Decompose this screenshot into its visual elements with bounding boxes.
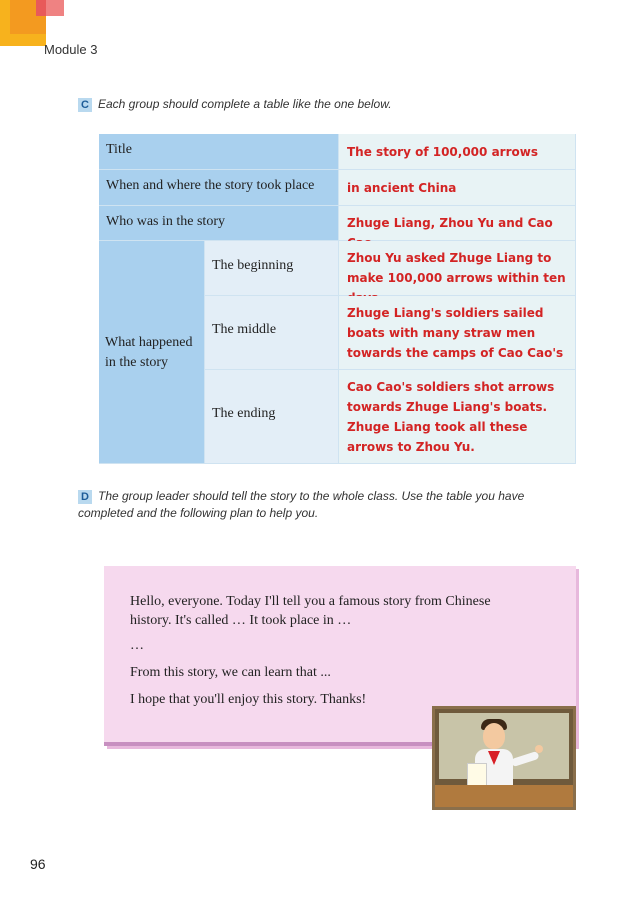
when-value: in ancient China [347,181,457,195]
beginning-value-cell [339,241,576,296]
page-number: 96 [30,856,46,872]
speech-line-5: I hope that you'll enjoy this story. Thanks! [130,692,367,707]
ending-value-cell [339,370,576,464]
corner-decoration [46,0,64,16]
speech-line-3: … [130,638,144,653]
when-value-cell [339,170,576,206]
paper-icon [467,763,487,787]
section-d-text: The group leader should tell the story to the whole class. Use the table you have completed and the following plan to help you. [78,489,525,520]
teacher-illustration [432,706,576,810]
desk [435,785,573,807]
who-label-cell [99,206,339,241]
speech-line-1: Hello, everyone. Today I'll tell you a famous story from Chinese [130,594,491,609]
beginning-value: Zhou Yu asked Zhuge Liang to make 100,000 arrows within ten [347,251,566,285]
title-label: Title [106,142,132,157]
module-label: Module 3 [44,42,98,57]
who-value: Zhuge Liang, Zhou Yu and Cao [347,216,553,230]
story-table [99,134,576,464]
section-c-text: Each group should complete a table like the one below. [98,97,392,111]
who-value-cell [339,206,576,241]
section-c-badge: C [78,98,92,112]
who-label: Who was in the story [106,214,225,229]
beginning-label: The beginning [212,258,294,273]
when-label: When and where the story took place [106,178,315,193]
middle-label-cell [205,296,339,370]
section-c-instruction [78,96,558,113]
title-value: The story of 100,000 arrows [347,145,538,159]
speech-line-2: history. It's called … It took place in … [130,613,352,628]
section-d-instruction [78,488,558,522]
beginning-label-cell [205,241,339,296]
speech-line-4: From this story, we can learn that ... [130,665,331,680]
middle-label: The middle [212,322,277,337]
when-label-cell [99,170,339,206]
middle-value-cell [339,296,576,370]
teacher-head [483,723,505,749]
ending-value: Cao Cao's soldiers shot arrows towards Zhuge Liang's boats. Zhuge Liang took all these arrows to Zhou Yu. [347,380,555,454]
title-value-cell [339,134,576,170]
middle-value: Zhuge Liang's soldiers sailed boats with many straw men towards the camps of Cao Cao's [347,306,564,360]
title-label-cell [99,134,339,170]
what-happened-label-cell [99,241,205,464]
section-d-badge: D [78,490,92,504]
ending-label: The ending [212,406,276,421]
teacher-hand [535,745,543,753]
ending-label-cell [205,370,339,464]
what-happened-label: What happened in the story [105,335,193,370]
